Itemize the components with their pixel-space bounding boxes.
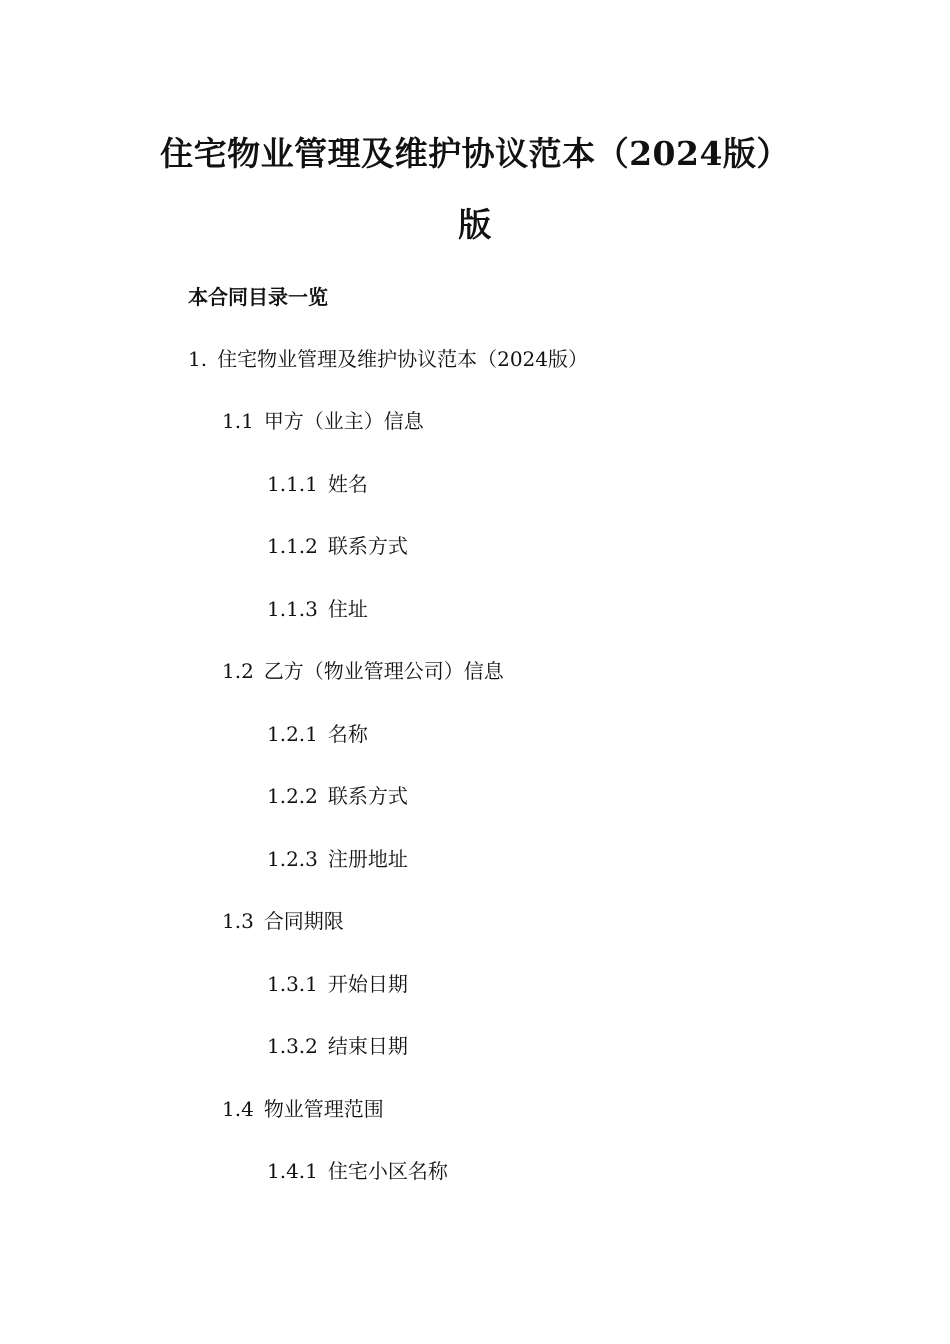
toc-item-label: 联系方式: [327, 784, 408, 808]
toc-item: [222, 408, 424, 434]
document-title: 住宅物业管理及维护协议范本（2024版）: [160, 134, 790, 173]
toc-item-number: 1.1.1: [267, 472, 318, 496]
toc-item-label: 住宅物业管理及维护协议范本（2024版）: [217, 347, 588, 371]
toc-item: [267, 783, 408, 809]
toc-item-label: 结束日期: [327, 1034, 408, 1058]
toc-item-label: 甲方（业主）信息: [263, 409, 424, 433]
toc-item: [267, 1033, 408, 1059]
toc-item-label: 联系方式: [327, 534, 408, 558]
toc-item-number: 1.1.2: [267, 534, 318, 558]
toc-item-number: 1.2: [222, 659, 254, 683]
toc-item-number: 1.3.2: [267, 1034, 318, 1058]
toc-item: [267, 846, 408, 872]
toc-item: [267, 721, 368, 747]
toc-item-label: 住宅小区名称: [327, 1159, 448, 1183]
toc-item-number: 1.3.1: [267, 972, 318, 996]
toc-item: [267, 596, 368, 622]
toc-item-number: 1.4: [222, 1097, 254, 1121]
toc-item-label: 姓名: [327, 472, 368, 496]
toc-item: [222, 908, 344, 934]
toc-item-label: 物业管理范围: [263, 1097, 384, 1121]
toc-item: [222, 658, 504, 684]
toc-item-number: 1.3: [222, 909, 254, 933]
toc-item: [267, 1158, 448, 1184]
toc-item-number: 1.1.3: [267, 597, 318, 621]
toc-item-label: 合同期限: [263, 909, 344, 933]
toc-item-number: 1.2.2: [267, 784, 318, 808]
toc-item-label: 乙方（物业管理公司）信息: [263, 659, 504, 683]
toc-item: [267, 971, 408, 997]
toc-item-label: 注册地址: [327, 847, 408, 871]
toc-heading: 本合同目录一览: [188, 285, 328, 309]
toc-item-number: 1.: [188, 347, 208, 371]
toc-item-number: 1.2.3: [267, 847, 318, 871]
toc-item-number: 1.2.1: [267, 722, 318, 746]
toc-item-label: 开始日期: [327, 972, 408, 996]
toc-item: [222, 1096, 384, 1122]
document-title-continuation: 版: [458, 205, 492, 244]
toc-item-label: 住址: [327, 597, 368, 621]
toc-item-label: 名称: [327, 722, 368, 746]
toc-item-number: 1.4.1: [267, 1159, 318, 1183]
toc-item: [267, 471, 368, 497]
toc-item: [267, 533, 408, 559]
toc-item: [188, 346, 588, 372]
toc-item-number: 1.1: [222, 409, 254, 433]
